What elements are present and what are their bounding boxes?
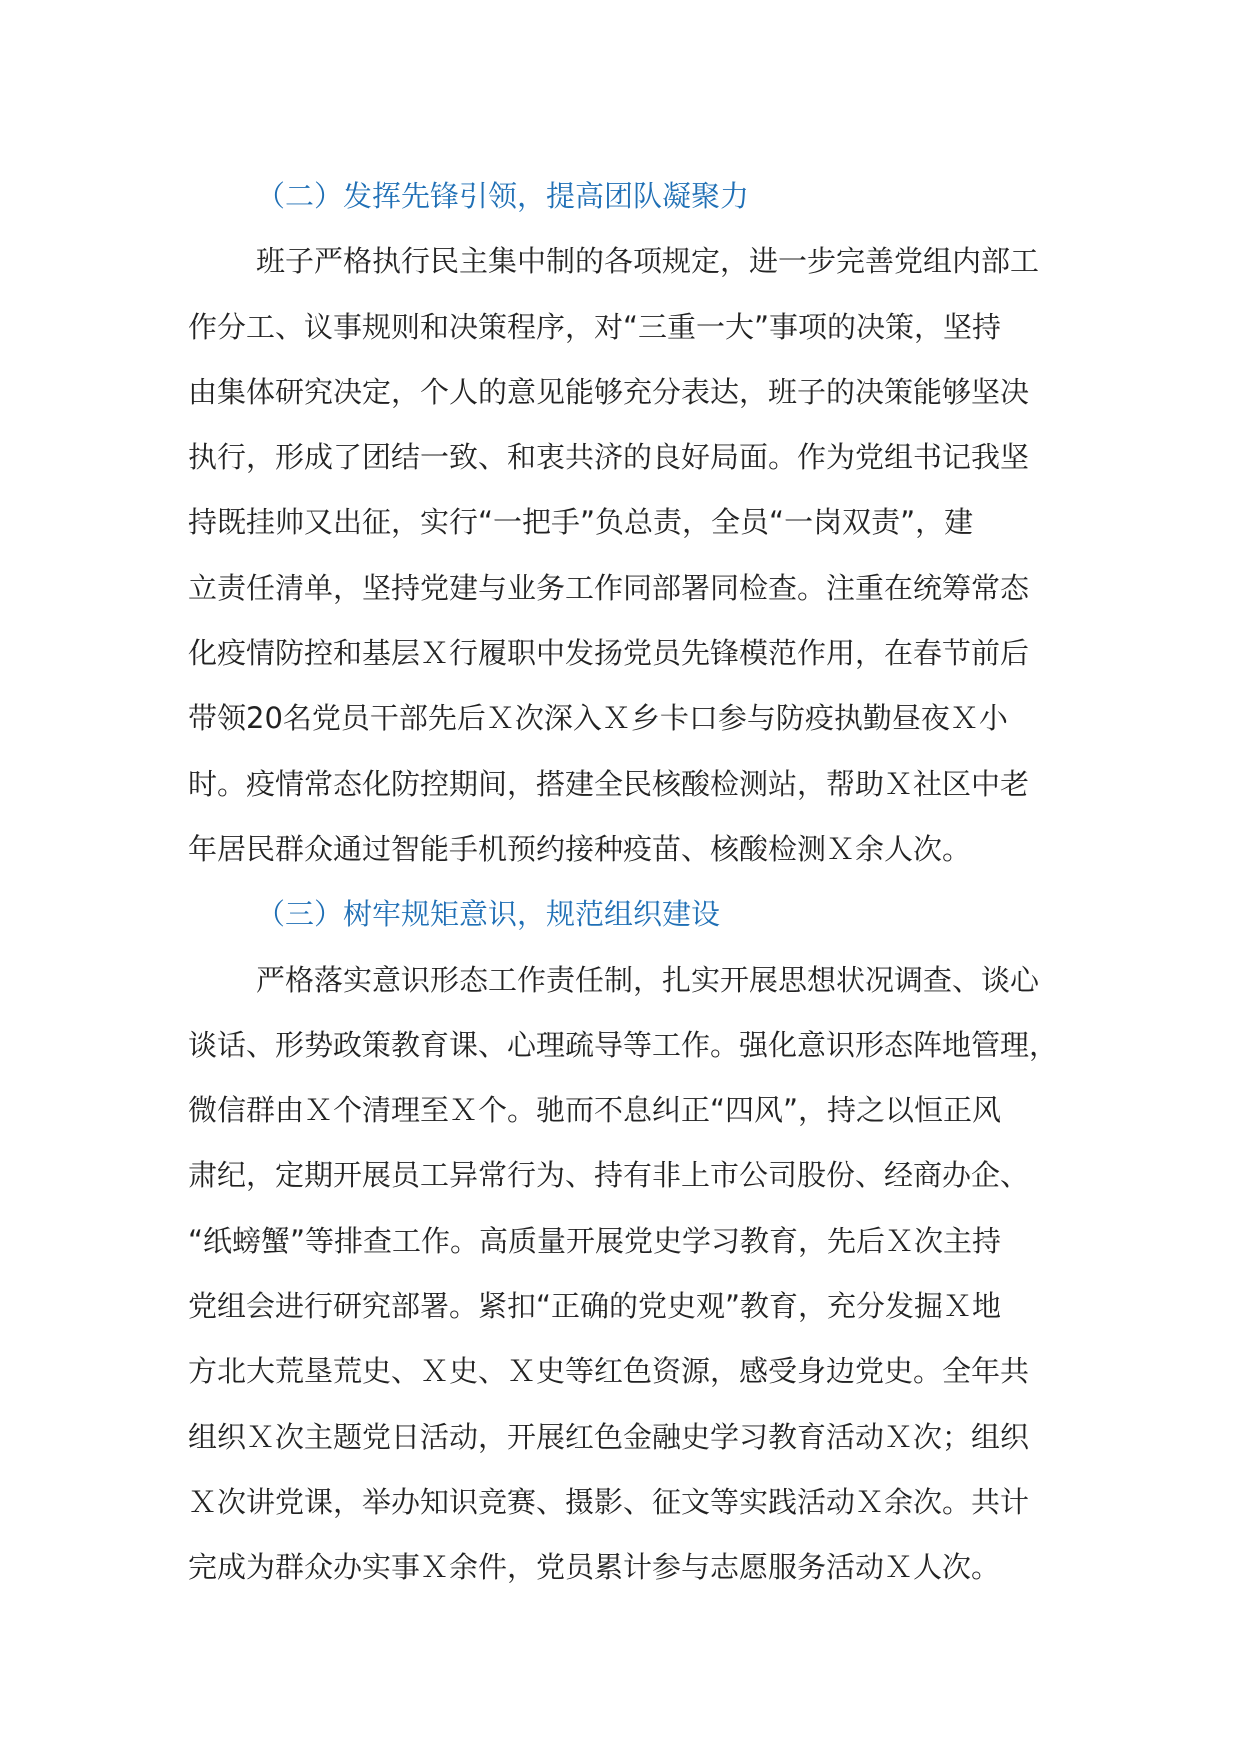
paragraph-line: 严格落实意识形态工作责任制，扎实开展思想状况调查、谈心 [256,962,1040,997]
document-body [188,164,1068,1601]
paragraph-line: 化疫情防控和基层Ｘ行履职中发扬党员先锋模范作用，在春节前后 [188,636,1030,671]
paragraph-line: 立责任清单，坚持党建与业务工作同部署同检查。注重在统筹常态 [188,570,1030,605]
paragraph-line: “纸螃蟹”等排查工作。高质量开展党史学习教育，先后Ｘ次主持 [188,1223,1002,1258]
paragraph-line: 党组会进行研究部署。紧扣“正确的党史观”教育，充分发掘Ｘ地 [188,1289,1002,1324]
paragraph-line: 时。疫情常态化防控期间，搭建全民核酸检测站，帮助Ｘ社区中老 [188,766,1030,801]
paragraph-line: Ｘ次讲党课，举办知识竞赛、摄影、征文等实践活动Ｘ余次。共计 [188,1484,1030,1519]
section-heading-2: （二）发挥先锋引领，提高团队凝聚力 [256,179,750,213]
section-heading-3: （三）树牢规矩意识，规范组织建设 [256,897,721,932]
paragraph-line: 带领20名党员干部先后Ｘ次深入Ｘ乡卡口参与防疫执勤昼夜Ｘ小 [188,701,1008,736]
paragraph-line: 谈话、形势政策教育课、心理疏导等工作。强化意识形态阵地管理， [188,1027,1059,1062]
paragraph-line: 微信群由Ｘ个清理至Ｘ个。驰而不息纠正“四风”，持之以恒正风 [188,1093,1002,1128]
paragraph-line: 完成为群众办实事Ｘ余件，党员累计参与志愿服务活动Ｘ人次。 [188,1550,1001,1585]
paragraph-line: 肃纪，定期开展员工异常行为、持有非上市公司股份、经商办企、 [188,1158,1030,1193]
paragraph-line: 由集体研究决定，个人的意见能够充分表达，班子的决策能够坚决 [188,374,1030,409]
paragraph-line: 班子严格执行民主集中制的各项规定，进一步完善党组内部工 [256,244,1040,279]
paragraph-line: 执行，形成了团结一致、和衷共济的良好局面。作为党组书记我坚 [188,440,1030,475]
paragraph-line: 组织Ｘ次主题党日活动，开展红色金融史学习教育活动Ｘ次；组织 [188,1419,1030,1454]
paragraph-line: 方北大荒垦荒史、Ｘ史、Ｘ史等红色资源，感受身边党史。全年共 [188,1354,1030,1389]
paragraph-line: 持既挂帅又出征，实行“一把手”负总责，全员“一岗双责”，建 [188,505,974,540]
paragraph-line: 作分工、议事规则和决策程序，对“三重一大”事项的决策，坚持 [188,309,1002,344]
paragraph-line: 年居民群众通过智能手机预约接种疫苗、核酸检测Ｘ余人次。 [188,831,972,866]
